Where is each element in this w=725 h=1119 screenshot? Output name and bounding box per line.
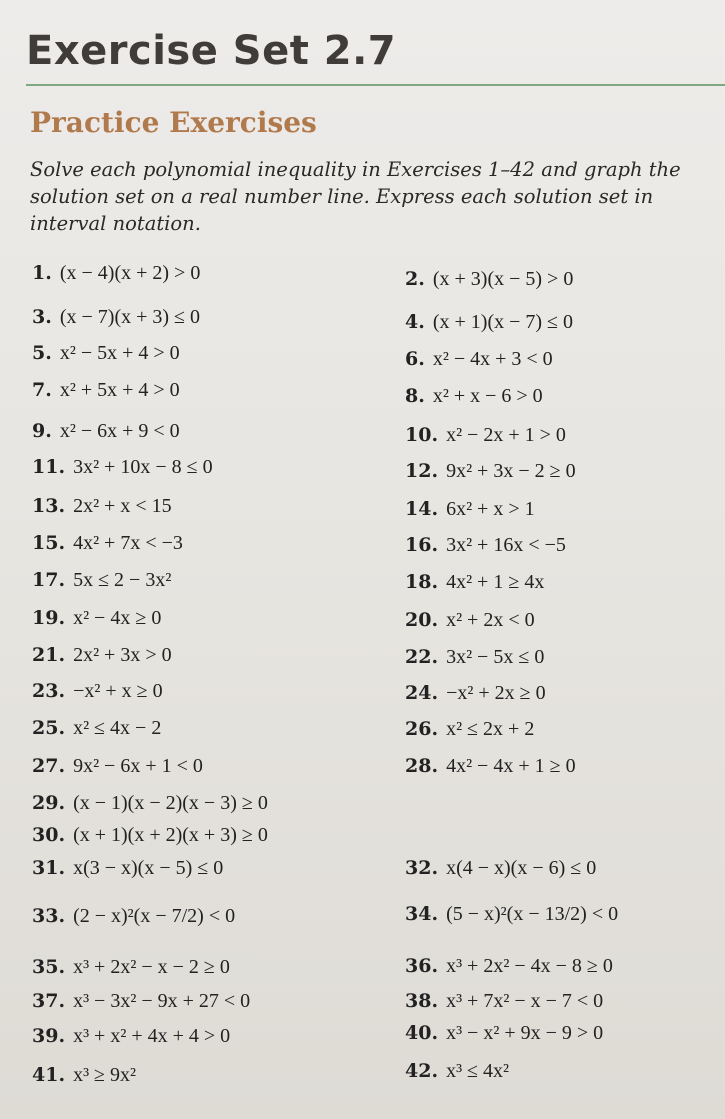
exercise-17 — [32, 569, 171, 592]
exercise-16 — [405, 534, 566, 557]
exercise-39 — [32, 1025, 230, 1048]
exercise-number: 39. — [32, 1025, 66, 1047]
exercise-inequality: x² − 5x + 4 > 0 — [59, 342, 180, 364]
exercise-inequality: x² + 5x + 4 > 0 — [59, 379, 180, 401]
exercise-7 — [32, 379, 180, 402]
exercise-inequality: (2 − x)²(x − 7/2) < 0 — [73, 905, 236, 927]
exercise-27 — [32, 755, 203, 778]
exercise-inequality: 9x² − 6x + 1 < 0 — [73, 755, 203, 777]
exercise-number: 8. — [405, 385, 425, 407]
exercise-1 — [32, 262, 200, 285]
exercise-number: 16. — [405, 534, 439, 556]
exercise-inequality: x² + x − 6 > 0 — [432, 385, 543, 407]
exercise-number: 9. — [32, 420, 52, 442]
exercise-number: 2. — [405, 268, 425, 290]
exercise-42 — [405, 1060, 509, 1083]
exercise-number: 3. — [32, 306, 52, 328]
exercise-number: 31. — [32, 857, 66, 879]
exercise-inequality: x² − 6x + 9 < 0 — [59, 420, 180, 442]
exercise-23 — [32, 680, 163, 703]
exercise-inequality: x³ + x² + 4x + 4 > 0 — [73, 1025, 231, 1047]
exercise-inequality: x³ − 3x² − 9x + 27 < 0 — [73, 990, 251, 1012]
exercise-19 — [32, 607, 161, 630]
exercise-number: 25. — [32, 717, 66, 739]
exercise-inequality: x² − 4x ≥ 0 — [73, 607, 162, 629]
exercise-inequality: 4x² − 4x + 1 ≥ 0 — [446, 755, 576, 777]
exercise-inequality: (x − 4)(x + 2) > 0 — [59, 262, 201, 284]
exercise-inequality: 4x² + 1 ≥ 4x — [446, 571, 545, 593]
exercise-number: 5. — [32, 342, 52, 364]
exercise-inequality: −x² + x ≥ 0 — [73, 680, 163, 702]
exercise-number: 40. — [405, 1022, 439, 1044]
exercise-11 — [32, 456, 213, 479]
exercise-number: 35. — [32, 956, 66, 978]
exercise-26 — [405, 718, 534, 741]
exercise-number: 14. — [405, 498, 439, 520]
exercise-15 — [32, 532, 183, 555]
exercise-number: 7. — [32, 379, 52, 401]
exercise-inequality: (x + 1)(x − 7) ≤ 0 — [432, 311, 574, 333]
title-divider — [26, 84, 725, 86]
exercise-number: 28. — [405, 755, 439, 777]
exercise-number: 17. — [32, 569, 66, 591]
exercise-inequality: 2x² + 3x > 0 — [73, 644, 172, 666]
exercise-5 — [32, 342, 180, 365]
exercise-number: 27. — [32, 755, 66, 777]
exercise-number: 29. — [32, 792, 66, 814]
exercise-number: 26. — [405, 718, 439, 740]
exercise-inequality: x² ≤ 4x − 2 — [73, 717, 162, 739]
exercise-inequality: x³ + 2x² − 4x − 8 ≥ 0 — [446, 955, 613, 977]
exercise-inequality: x³ + 7x² − x − 7 < 0 — [446, 990, 604, 1012]
exercise-6 — [405, 348, 553, 371]
exercise-number: 41. — [32, 1064, 66, 1086]
exercise-inequality: −x² + 2x ≥ 0 — [446, 682, 546, 704]
exercise-inequality: 3x² + 16x < −5 — [446, 534, 566, 556]
exercise-number: 22. — [405, 646, 439, 668]
exercise-inequality: x³ − x² + 9x − 9 > 0 — [446, 1022, 604, 1044]
exercise-number: 10. — [405, 424, 439, 446]
exercise-inequality: 5x ≤ 2 − 3x² — [73, 569, 172, 591]
exercise-inequality: x³ ≤ 4x² — [446, 1060, 510, 1082]
exercise-inequality: x³ ≥ 9x² — [73, 1064, 137, 1086]
exercise-34 — [405, 903, 618, 926]
exercise-inequality: (x − 1)(x − 2)(x − 3) ≥ 0 — [73, 792, 268, 814]
exercise-32 — [405, 857, 596, 880]
exercise-33 — [32, 905, 235, 928]
exercise-inequality: x(4 − x)(x − 6) ≤ 0 — [446, 857, 597, 879]
exercise-13 — [32, 495, 172, 518]
exercise-21 — [32, 644, 172, 667]
exercise-22 — [405, 646, 544, 669]
exercise-24 — [405, 682, 546, 705]
exercise-inequality: (5 − x)²(x − 13/2) < 0 — [446, 903, 619, 925]
exercise-inequality: 4x² + 7x < −3 — [73, 532, 183, 554]
exercise-20 — [405, 609, 535, 632]
exercise-25 — [32, 717, 161, 740]
exercise-inequality: x² − 2x + 1 > 0 — [446, 424, 566, 446]
exercise-number: 11. — [32, 456, 66, 478]
exercise-inequality: (x + 1)(x + 2)(x + 3) ≥ 0 — [73, 824, 268, 846]
exercise-number: 37. — [32, 990, 66, 1012]
exercise-number: 12. — [405, 460, 439, 482]
exercise-8 — [405, 385, 543, 408]
exercise-36 — [405, 955, 613, 978]
exercise-number: 32. — [405, 857, 439, 879]
exercise-inequality: x² ≤ 2x + 2 — [446, 718, 535, 740]
exercise-inequality: 2x² + x < 15 — [73, 495, 172, 517]
exercise-inequality: 3x² − 5x ≤ 0 — [446, 646, 545, 668]
exercise-35 — [32, 956, 230, 979]
exercise-number: 19. — [32, 607, 66, 629]
exercise-18 — [405, 571, 544, 594]
section-title: Practice Exercises — [30, 106, 317, 139]
exercise-inequality: 6x² + x > 1 — [446, 498, 535, 520]
exercise-inequality: x(3 − x)(x − 5) ≤ 0 — [73, 857, 224, 879]
exercise-4 — [405, 311, 573, 334]
exercise-number: 38. — [405, 990, 439, 1012]
exercise-9 — [32, 420, 180, 443]
exercise-inequality: x² − 4x + 3 < 0 — [432, 348, 553, 370]
exercise-number: 13. — [32, 495, 66, 517]
instructions: Solve each polynomial inequality in Exercises 1–42 and graph the solution set on a real number line. Express each solution set in interval notation. — [30, 158, 681, 235]
exercise-number: 1. — [32, 262, 52, 284]
exercise-number: 18. — [405, 571, 439, 593]
exercise-number: 42. — [405, 1060, 439, 1082]
exercise-29 — [32, 792, 268, 815]
exercise-37 — [32, 990, 250, 1013]
exercise-14 — [405, 498, 535, 521]
exercise-number: 30. — [32, 824, 66, 846]
exercise-10 — [405, 424, 566, 447]
exercise-number: 4. — [405, 311, 425, 333]
exercise-number: 23. — [32, 680, 66, 702]
exercise-number: 33. — [32, 905, 66, 927]
exercise-number: 6. — [405, 348, 425, 370]
exercise-3 — [32, 306, 200, 329]
exercise-set-title: Exercise Set 2.7 — [26, 28, 397, 74]
exercise-inequality: 3x² + 10x − 8 ≤ 0 — [73, 456, 213, 478]
exercise-41 — [32, 1064, 136, 1087]
exercise-38 — [405, 990, 603, 1013]
exercise-number: 15. — [32, 532, 66, 554]
exercise-31 — [32, 857, 223, 880]
exercise-28 — [405, 755, 576, 778]
exercise-inequality: x³ + 2x² − x − 2 ≥ 0 — [73, 956, 230, 978]
exercise-inequality: (x + 3)(x − 5) > 0 — [432, 268, 574, 290]
exercise-number: 36. — [405, 955, 439, 977]
exercise-inequality: x² + 2x < 0 — [446, 609, 535, 631]
exercise-inequality: (x − 7)(x + 3) ≤ 0 — [59, 306, 201, 328]
exercise-12 — [405, 460, 576, 483]
exercise-30 — [32, 824, 268, 847]
exercise-40 — [405, 1022, 603, 1045]
exercise-number: 21. — [32, 644, 66, 666]
exercise-number: 34. — [405, 903, 439, 925]
exercise-inequality: 9x² + 3x − 2 ≥ 0 — [446, 460, 576, 482]
exercise-2 — [405, 268, 573, 291]
exercise-number: 20. — [405, 609, 439, 631]
exercise-number: 24. — [405, 682, 439, 704]
